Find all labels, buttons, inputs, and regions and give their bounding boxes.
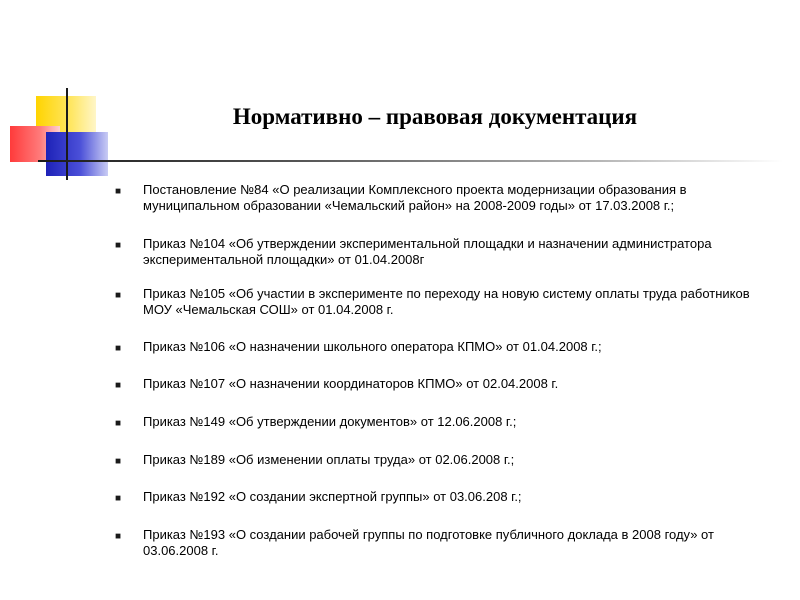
bullet-icon: ■ (115, 493, 122, 504)
bullet-icon: ■ (115, 186, 122, 197)
bullet-icon: ■ (115, 380, 122, 391)
list-item-text: Приказ №193 «О создании рабочей группы по подготовке публичного доклада в 2008 году» от 03.06.2008 г. (143, 527, 714, 558)
bullet-icon: ■ (115, 240, 122, 251)
list-item-text: Приказ №104 «Об утверждении экспериментальной площадки и назначении администратора экспериментальной площадки» от 01.04.2008г (143, 236, 712, 267)
bullet-icon: ■ (115, 290, 122, 301)
bullet-icon: ■ (115, 531, 122, 542)
list-item-text: Приказ №189 «Об изменении оплаты труда» от 02.06.2008 г.; (143, 452, 515, 467)
list-item-text: Приказ №106 «О назначении школьного оператора КПМО» от 01.04.2008 г.; (143, 339, 602, 354)
list-item (115, 286, 775, 318)
list-item (115, 489, 775, 505)
list-item-text: Приказ №107 «О назначении координаторов КПМО» от 02.04.2008 г. (143, 376, 559, 391)
list-item-text: Приказ №149 «Об утверждении документов» от 12.06.2008 г.; (143, 414, 517, 429)
list-item (115, 236, 775, 268)
list-item (115, 414, 775, 430)
list-item-text: Приказ №105 «Об участии в эксперименте по переходу на новую систему оплаты труда работников МОУ «Чемальская СОШ» от 01.04.2008 г. (143, 286, 750, 317)
bullet-icon: ■ (115, 418, 122, 429)
list-item-text: Постановление №84 «О реализации Комплексного проекта модернизации образования в муниципальном образовании «Чемальский район» на 2008-2009 годы» от 17.03.2008 г.; (143, 182, 687, 213)
list-item (115, 452, 775, 468)
bullet-icon: ■ (115, 343, 122, 354)
bullet-icon: ■ (115, 456, 122, 467)
list-item-text: Приказ №192 «О создании экспертной группы» от 03.06.208 г.; (143, 489, 522, 504)
list-item (115, 339, 775, 355)
list-item (115, 527, 775, 559)
list-item (115, 182, 775, 214)
slide-title: Нормативно – правовая документация (232, 104, 638, 129)
list-item (115, 376, 775, 392)
